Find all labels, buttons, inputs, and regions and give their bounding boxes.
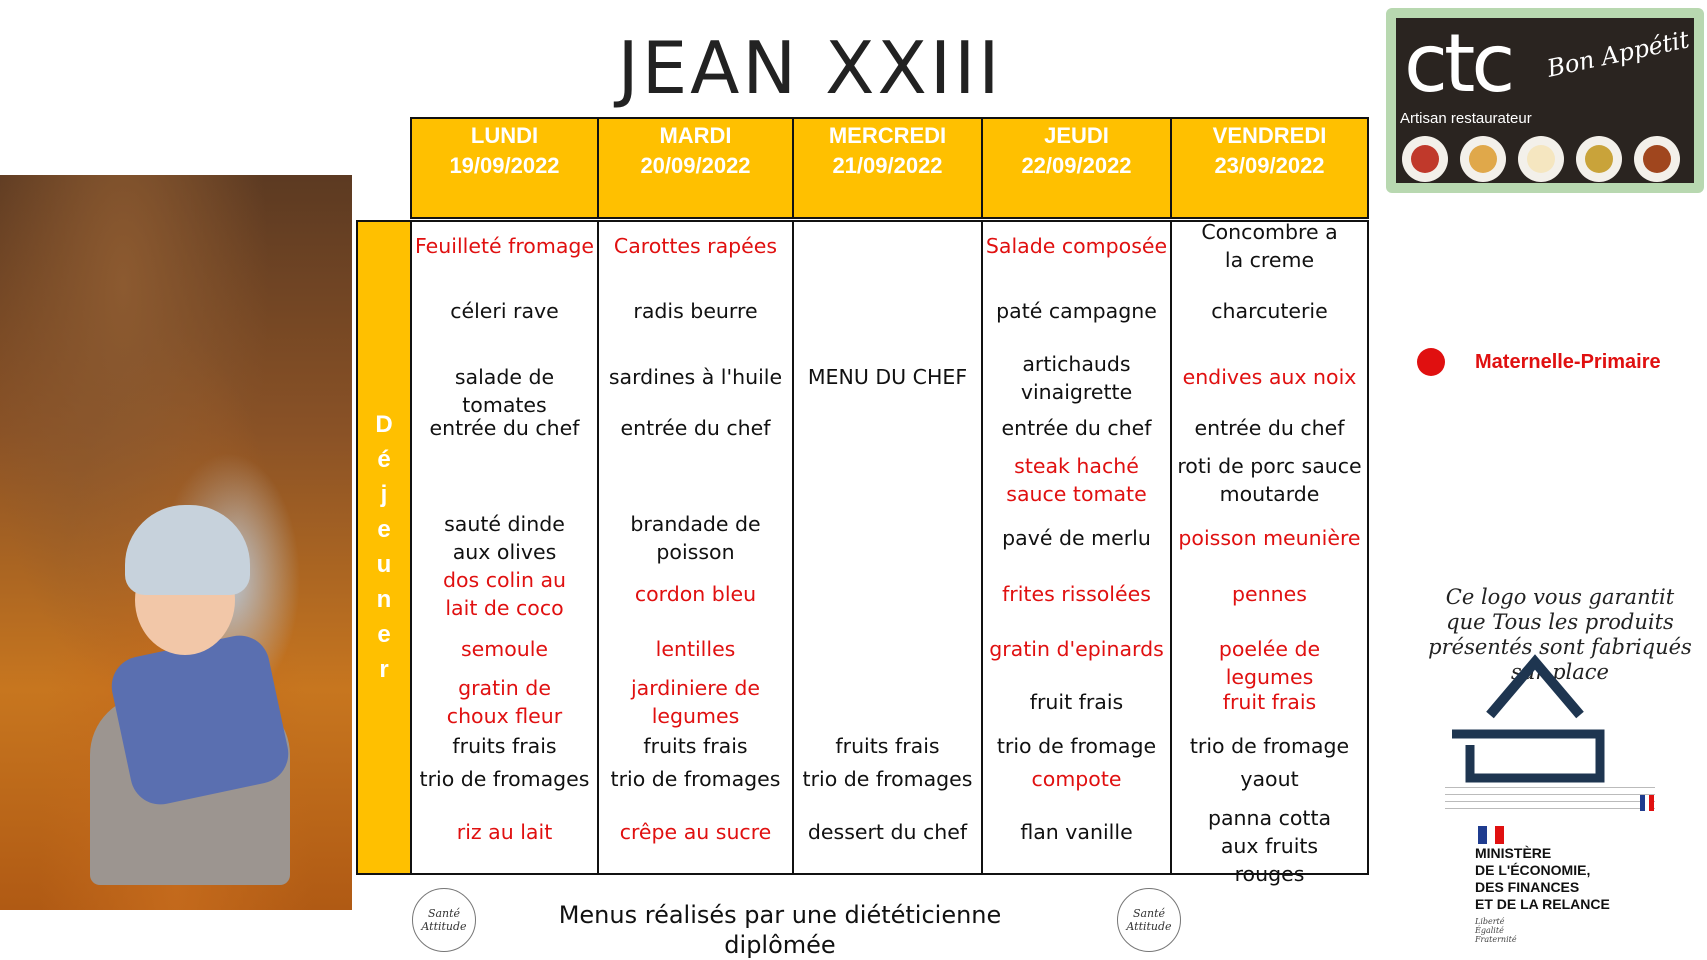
- menu-item: fruits frais: [643, 734, 748, 758]
- day-header-row: [410, 117, 1369, 221]
- menu-item: pavé de merlu: [1002, 526, 1151, 550]
- menu-item: semoule: [460, 637, 549, 661]
- menu-item: charcuterie: [1211, 299, 1328, 323]
- menu-item: poisson meunière: [1178, 526, 1361, 550]
- autumn-child-photo: [0, 175, 352, 910]
- menu-item: entrée du chef: [620, 416, 771, 440]
- republic-motto: Liberté Égalité Fraternité: [1475, 917, 1517, 944]
- menu-item: Concombre a la creme: [1201, 220, 1338, 272]
- homemade-fine-print: [1445, 785, 1655, 809]
- header-mardi: MARDI 20/09/2022: [597, 117, 794, 219]
- logo-bon-appetit: Bon Appétit: [1544, 25, 1692, 83]
- header-jeudi: JEUDI 22/09/2022: [981, 117, 1172, 219]
- column-jeudi: [981, 220, 1172, 875]
- menu-item: céleri rave: [450, 299, 559, 323]
- menu-item: frites rissolées: [1002, 582, 1151, 606]
- menu-item: roti de porc sauce moutarde: [1177, 454, 1362, 506]
- ministry-name: MINISTÈRE DE L'ÉCONOMIE, DES FINANCES ET DE LA RELANCE: [1475, 845, 1610, 912]
- ctc-logo: [1386, 8, 1704, 193]
- homemade-note: Ce logo vous garantit que Tous les produits présentés sont fabriqués sur place: [1428, 585, 1692, 684]
- legend-dot: [1417, 348, 1445, 376]
- sante-attitude-stamp: Santé Attitude: [412, 888, 476, 952]
- plate-icon: [1460, 136, 1506, 182]
- menu-item: salade de tomates: [454, 365, 555, 417]
- menu-item: MENU DU CHEF: [807, 365, 968, 389]
- menu-item: trio de fromages: [802, 767, 973, 791]
- menu-item: riz au lait: [456, 820, 553, 844]
- logo-artisan-text: Artisan restaurateur: [1400, 110, 1532, 127]
- menu-item: dessert du chef: [807, 820, 968, 844]
- legend-label: Maternelle-Primaire: [1475, 351, 1661, 373]
- menu-item: sauté dinde aux olives: [444, 512, 565, 564]
- header-mercredi: MERCREDI 21/09/2022: [792, 117, 983, 219]
- page-title: JEAN XXIII: [617, 26, 1003, 110]
- menu-item: fruit frais: [1029, 690, 1124, 714]
- menu-item: panna cotta aux fruits rouges: [1207, 806, 1332, 886]
- menu-item: trio de fromages: [419, 767, 590, 791]
- french-flag-icon: [1640, 795, 1654, 811]
- menu-item: entrée du chef: [1194, 416, 1345, 440]
- menu-item: trio de fromage: [1189, 734, 1350, 758]
- menu-item: fruits frais: [452, 734, 557, 758]
- menu-item: entrée du chef: [429, 416, 580, 440]
- meal-side-label: [356, 220, 412, 875]
- menu-item: lentilles: [655, 637, 736, 661]
- menu-item: dos colin au lait de coco: [442, 568, 567, 620]
- menu-item: cordon bleu: [634, 582, 757, 606]
- column-mercredi: [792, 220, 983, 875]
- menu-item: steak haché sauce tomate: [1006, 454, 1147, 506]
- homemade-house-icon: [1450, 650, 1620, 785]
- menu-item: fruit frais: [1222, 690, 1317, 714]
- column-vendredi: [1170, 220, 1369, 886]
- menu-item: poelée de legumes: [1218, 637, 1321, 689]
- menu-item: trio de fromages: [610, 767, 781, 791]
- menu-item: endives aux noix: [1182, 365, 1357, 389]
- menu-item: radis beurre: [633, 299, 758, 323]
- menu-item: brandade de poisson: [630, 512, 761, 564]
- menu-item: yaout: [1240, 767, 1299, 791]
- menu-item: gratin d'epinards: [989, 637, 1164, 661]
- menu-item: Feuilleté fromage: [414, 234, 595, 258]
- menu-item: Salade composée: [985, 234, 1168, 258]
- menu-item: artichauds vinaigrette: [1020, 352, 1133, 404]
- dejeuner-label: D é j e u n e r: [375, 411, 393, 683]
- plate-icon: [1402, 136, 1448, 182]
- plate-icon: [1518, 136, 1564, 182]
- header-lundi: LUNDI 19/09/2022: [410, 117, 599, 219]
- menu-item: flan vanille: [1020, 820, 1133, 844]
- menu-item: Carottes rapées: [613, 234, 778, 258]
- menu-item: entrée du chef: [1001, 416, 1152, 440]
- menu-item: jardiniere de legumes: [630, 676, 761, 728]
- marianne-flag-icon: [1478, 826, 1504, 844]
- column-lundi: [410, 220, 599, 875]
- column-mardi: [597, 220, 794, 875]
- menu-item: sardines à l'huile: [608, 365, 783, 389]
- logo-ctc-text: ctc: [1404, 17, 1512, 110]
- menu-item: gratin de choux fleur: [446, 676, 563, 728]
- plate-icon: [1634, 136, 1680, 182]
- menu-item: fruits frais: [835, 734, 940, 758]
- plate-icon: [1576, 136, 1622, 182]
- header-vendredi: VENDREDI 23/09/2022: [1170, 117, 1369, 219]
- sante-attitude-stamp: Santé Attitude: [1117, 888, 1181, 952]
- menu-item: pennes: [1232, 582, 1307, 606]
- menu-item: compote: [1031, 767, 1122, 791]
- menu-item: paté campagne: [996, 299, 1157, 323]
- footer-text: Menus réalisés par une diététicienne diplômée: [558, 901, 1002, 959]
- menu-item: trio de fromage: [996, 734, 1157, 758]
- menu-item: crêpe au sucre: [619, 820, 772, 844]
